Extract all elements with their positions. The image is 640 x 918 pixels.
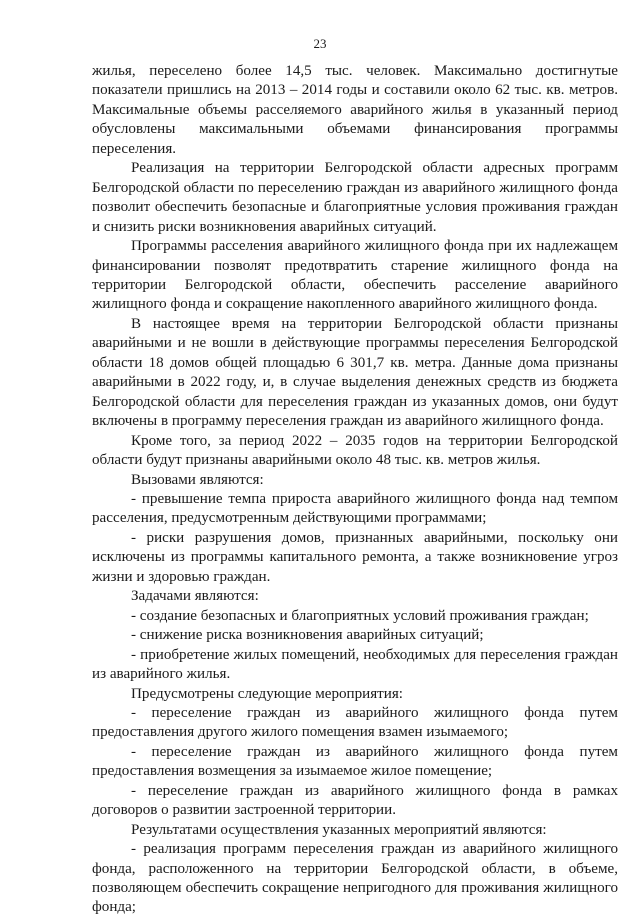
paragraph: В настоящее время на территории Белгородской области признаны аварийными и не вошли в действующие программы переселения Белгородской области 18 домов общей площадью 6 301,7 кв. метра. Данные дома признаны аварийными в 2022 году, и, в случае выделения денежных средств из бюджета Белгородской области для переселения граждан из указанных домов, они будут включены в программу переселения граждан из аварийного жилищного фонда.	[92, 315, 618, 430]
list-item: - приобретение жилых помещений, необходимых для переселения граждан из аварийного жилья.	[92, 646, 618, 683]
list-item: - риски разрушения домов, признанных аварийными, поскольку они исключены из программы капитального ремонта, а также возникновение угроз жизни и здоровью граждан.	[92, 529, 618, 585]
list-item: - превышение темпа прироста аварийного жилищного фонда над темпом расселения, предусмотренным действующими программами;	[92, 490, 618, 527]
list-item: - создание безопасных и благоприятных условий проживания граждан;	[131, 607, 589, 624]
list-item: - переселение граждан из аварийного жилищного фонда в рамках договоров о развитии застроенной территории.	[92, 782, 618, 819]
list-item: - переселение граждан из аварийного жилищного фонда путем предоставления возмещения за изымаемое жилое помещение;	[92, 743, 618, 780]
section-heading: Задачами являются:	[131, 588, 259, 605]
body-text	[92, 62, 618, 918]
page-number: 23	[313, 36, 327, 51]
paragraph: Кроме того, за период 2022 – 2035 годов на территории Белгородской области будут признаны аварийными около 48 тыс. кв. метров жилья.	[92, 432, 618, 469]
paragraph: Программы расселения аварийного жилищного фонда при их надлежащем финансировании позволят предотвратить старение жилищного фонда на территории Белгородской области, обеспечить расселение аварийного жилищного фонда и сокращение накопленного аварийного жилищного фонда.	[92, 238, 618, 313]
section-heading: Предусмотрены следующие мероприятия:	[131, 685, 403, 702]
section-heading: Вызовами являются:	[131, 471, 264, 488]
section-heading: Результатами осуществления указанных мероприятий являются:	[131, 821, 547, 838]
list-item: - переселение граждан из аварийного жилищного фонда путем предоставления другого жилого помещения взамен изымаемого;	[92, 704, 618, 741]
paragraph: Реализация на территории Белгородской области адресных программ Белгородской области по переселению граждан из аварийного жилищного фонда позволит обеспечить безопасные и благоприятные условия проживания граждан и снизить риски возникновения аварийных ситуаций.	[92, 160, 618, 235]
list-item: - снижение риска возникновения аварийных ситуаций;	[131, 627, 484, 644]
paragraph: жилья, переселено более 14,5 тыс. человек. Максимально достигнутые показатели пришлись на 2013 – 2014 годы и составили около 62 тыс. кв. метров. Максимальные объемы расселяемого аварийного жилья в указанный период обусловлены максимальными объемами финансирования программы переселения.	[92, 63, 618, 157]
list-item: - реализация программ переселения граждан из аварийного жилищного фонда, расположенного на территории Белгородской области, в объеме, позволяющем обеспечить сокращение непригодного для проживания жилищного фонда;	[92, 841, 618, 916]
